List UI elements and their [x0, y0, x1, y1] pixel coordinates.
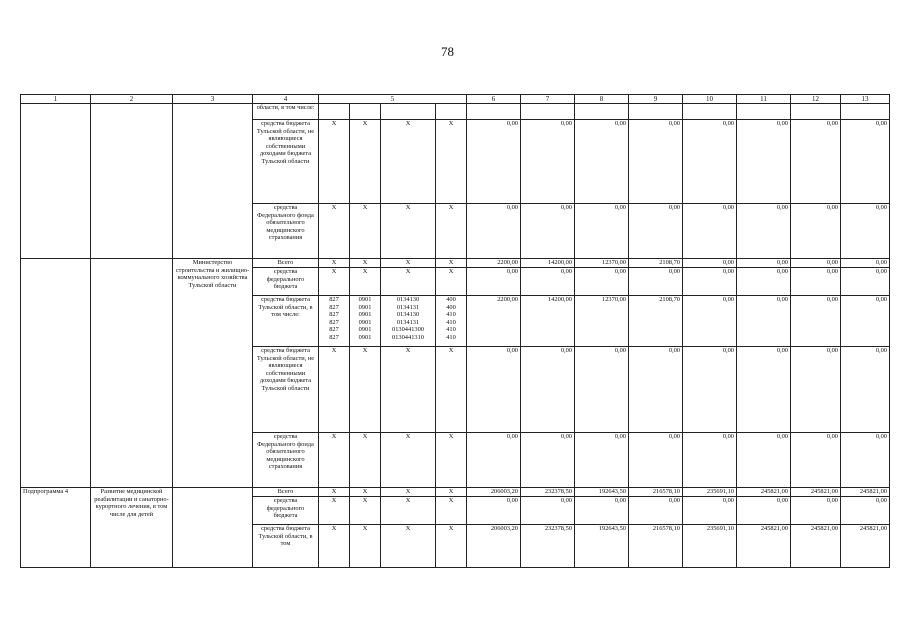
col-header: 11	[737, 95, 791, 104]
amount-cell: 0,00	[737, 120, 791, 204]
col-header: 1	[21, 95, 91, 104]
amount-cell: 0,00	[521, 120, 575, 204]
budget-table	[20, 94, 890, 568]
col-header: 7	[521, 95, 575, 104]
amount-cell: 0,00	[791, 120, 841, 204]
code-cell: X	[436, 120, 467, 204]
funding-source: области, в том числе:	[253, 104, 319, 120]
funding-source: средства бюджета Тульской области, в том	[253, 525, 319, 568]
subprogram-number: Подпрограмма 4	[21, 488, 91, 568]
col-header: 6	[467, 95, 521, 104]
grbs-codes: 827 827 827 827 827 827	[319, 296, 350, 347]
table-row: средства федерального бюджета X X X X 0,00 0,00 0,00 0,00 0,00 0,00 0,00 0,00	[21, 497, 890, 525]
amount-cell: 0,00	[683, 120, 737, 204]
rz-codes: 0901 0901 0901 0901 0901 0901	[350, 296, 381, 347]
funding-source: средства федерального бюджета	[253, 268, 319, 296]
col-header: 3	[173, 95, 253, 104]
amount-cell: 0,00	[629, 120, 683, 204]
subprogram-name: Развитие медицинской реабилитации и санаторно-курортного лечения, в том числе для детей	[91, 488, 173, 568]
col-header: 10	[683, 95, 737, 104]
funding-source: средства Федерального фонда обязательного медицинского страхования	[253, 433, 319, 488]
csr-codes: 0134130 0134131 0134130 0134131 0130441300 0130441310	[381, 296, 436, 347]
code-cell: X	[319, 120, 350, 204]
column-header-row	[21, 95, 890, 104]
table-row: средства федерального бюджета X X X X 0,00 0,00 0,00 0,00 0,00 0,00 0,00 0,00	[21, 268, 890, 296]
col-header: 13	[841, 95, 890, 104]
table-row	[21, 104, 890, 120]
funding-source: средства федерального бюджета	[253, 497, 319, 525]
vr-codes: 400 400 410 410 410 410	[436, 296, 467, 347]
col-header: 2	[91, 95, 173, 104]
col-header: 9	[629, 95, 683, 104]
ministry-name: Министерство строительства и жилищно-коммунального хозяйства Тульской области	[173, 259, 253, 488]
col-header: 4	[253, 95, 319, 104]
table-row: Министерство строительства и жилищно-коммунального хозяйства Тульской области Всего X X X X 2200,00 14200,00 12370,00 2108,70 0,00 0,00 0,00 0,00	[21, 259, 890, 268]
amount-cell: 0,00	[467, 120, 521, 204]
table-row: средства Федерального фонда обязательного медицинского страхования X X X X 0,00 0,00 0,00 0,00 0,00 0,00 0,00 0,00	[21, 433, 890, 488]
table-row: средства бюджета Тульской области, в том X X X X 206003,20 232378,50 192643,50 216578,10 235691,10 245821,00 245821,00 245821,00	[21, 525, 890, 568]
col-header: 8	[575, 95, 629, 104]
page-number: 78	[441, 44, 454, 59]
table-row: средства бюджета Тульской области, в том числе: 827 827 827 827 827 827 0901 0901 0901 0901 0901 0901 0134130 0134131 0134130 0134131 0130441300 0130441310 400 400 410 410 410 410 2200,00 14200,00 12370,00 2108,70 0,00 0,00 0,00 0,00	[21, 296, 890, 347]
funding-source: Всего	[253, 259, 319, 268]
funding-source: средства бюджета Тульской области, не являющиеся собственными доходами бюджета Тульской области	[253, 120, 319, 204]
code-cell: X	[381, 120, 436, 204]
col-header: 12	[791, 95, 841, 104]
table-row: средства бюджета Тульской области, не являющиеся собственными доходами бюджета Тульской области X X X X 0,00 0,00 0,00 0,00 0,00 0,00 0,00 0,00	[21, 347, 890, 433]
funding-source: Всего	[253, 488, 319, 497]
table-row: средства Федерального фонда обязательного медицинского страхования X X X X 0,00 0,00 0,00 0,00 0,00 0,00 0,00 0,00	[21, 204, 890, 259]
table-row: Подпрограмма 4 Развитие медицинской реабилитации и санаторно-курортного лечения, в том числе для детей Всего X X X X 206003,20 232378,50 192643,50 216578,10 235691,10 245821,00 245821,00 245821,00	[21, 488, 890, 497]
funding-source: средства бюджета Тульской области, в том числе:	[253, 296, 319, 347]
funding-source: средства Федерального фонда обязательного медицинского страхования	[253, 204, 319, 259]
amount-cell: 0,00	[841, 120, 890, 204]
code-cell: X	[350, 120, 381, 204]
col-header: 5	[319, 95, 467, 104]
amount-cell: 0,00	[575, 120, 629, 204]
funding-source: средства бюджета Тульской области, не являющиеся собственными доходами бюджета Тульской области	[253, 347, 319, 433]
